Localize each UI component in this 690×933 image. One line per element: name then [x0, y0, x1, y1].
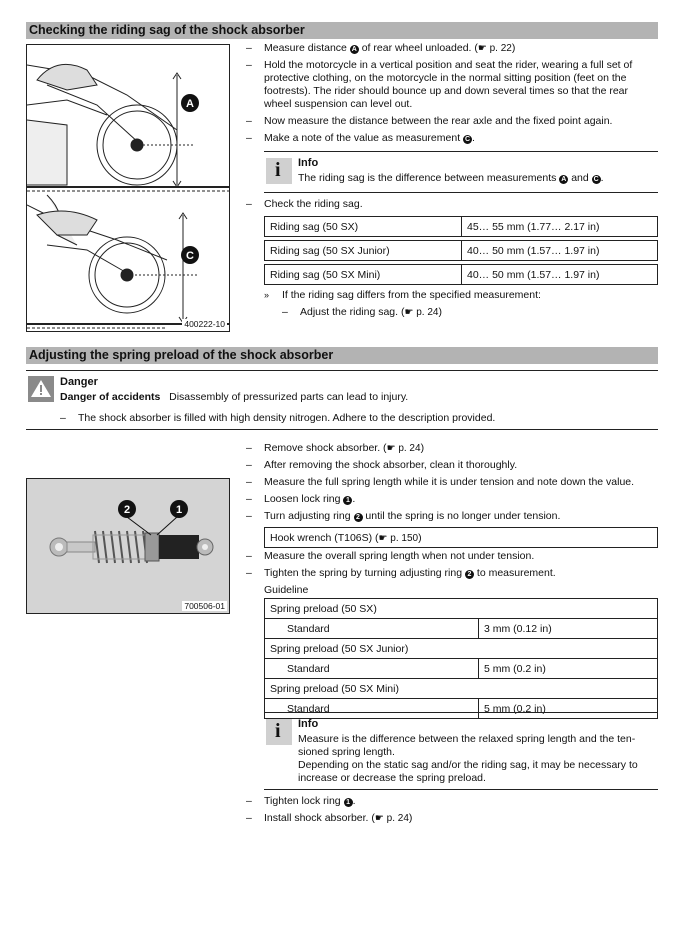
section-title-2: Adjusting the spring preload of the shock absorber [26, 347, 658, 364]
page-ref-link[interactable]: ☛ p. 150 [378, 532, 419, 544]
figure-code-2: 700506-01 [184, 601, 225, 611]
marker-1: 1 [343, 496, 352, 505]
table-row: Riding sag (50 SX Junior) 40… 50 mm (1.57… 1.97 in) [265, 241, 658, 261]
step-clean: – After removing the shock absorber, clean it thoroughly. [246, 459, 518, 471]
info-title: Info [298, 718, 319, 730]
step-measure-a: – Measure distance A of rear wheel unloaded. (☛ p. 22) [246, 42, 516, 54]
figure-code: 400222-10 [184, 319, 225, 329]
warning-icon [28, 376, 54, 402]
step-tighten-spring: – Tighten the spring by turning adjusting ring 2 to measurement. [246, 567, 556, 579]
tool-cell: Hook wrench (T106S) (☛ p. 150) [265, 528, 658, 548]
guideline-label: Guideline [264, 584, 309, 596]
action-adjust-sag: – Adjust the riding sag. (☛ p. 24) [282, 306, 442, 318]
table-row: Riding sag (50 SX) 45… 55 mm (1.77… 2.17 in) [265, 217, 658, 237]
marker-a: A [351, 46, 357, 53]
info-box-2 [264, 712, 658, 790]
step-seat-rider: – Hold the motorcycle in a vertical position and seat the rider, wearing a full set of protective clothing, on the motorcycle in the normal sitting position (feet on the footrests). The rider should bounce up and down several times so that the rear wheel suspension can level out. [246, 59, 633, 110]
info-box [264, 151, 658, 193]
marker-2: 2 [354, 513, 363, 522]
preload-steps-b [244, 550, 658, 584]
danger-title: Danger [60, 376, 98, 388]
danger-step: – The shock absorber is filled with high density nitrogen. Adhere to the description provided. [60, 412, 496, 424]
step-measure-full: – Measure the full spring length while it is under tension and note down the value. [246, 476, 635, 488]
step-install: – Install shock absorber. (☛ p. 24) [246, 812, 413, 824]
riding-sag-table [264, 216, 658, 237]
page-ref-link[interactable]: ☛ p. 24 [404, 307, 439, 318]
info-icon: i [266, 158, 292, 184]
riding-sag-steps [244, 42, 658, 149]
callout-2-label: 2 [123, 504, 131, 516]
preload-steps-a [244, 442, 658, 527]
info-text: The riding sag is the difference between measurements A and C . [298, 172, 604, 184]
callout-a-label: A [186, 98, 194, 110]
shock-absorber-photo [26, 478, 230, 614]
table-row: Riding sag (50 SX Mini) 40… 50 mm (1.57… 1.97 in) [265, 265, 658, 285]
step-measure-again: – Now measure the distance between the rear axle and the fixed point again. [246, 115, 613, 127]
step-remove: – Remove shock absorber. (☛ p. 24) [246, 442, 425, 454]
preload-table [264, 598, 658, 719]
danger-text: Danger of accidents Disassembly of pressurized parts can lead to injury. [60, 391, 409, 403]
step-note-c: – Make a note of the value as measurement C . [246, 132, 475, 144]
danger-box [26, 370, 658, 430]
table-row: Standard 5 mm (0.2 in) [265, 659, 658, 679]
table-row: Standard 3 mm (0.12 in) [265, 619, 658, 639]
condition: » If the riding sag differs from the specified measurement: – Adjust the riding sag. (☛ p. 24) [264, 289, 658, 319]
page-ref-link[interactable]: ☛ p. 22 [477, 43, 512, 54]
table-row: Spring preload (50 SX) [265, 599, 658, 619]
page-ref-link[interactable]: ☛ p. 24 [386, 443, 421, 454]
marker-c: C [465, 136, 471, 143]
page-ref-link[interactable]: ☛ p. 24 [374, 813, 409, 824]
section-title: Checking the riding sag of the shock absorber [26, 22, 658, 39]
preload-steps-c [244, 795, 658, 829]
table-row: Spring preload (50 SX Mini) [265, 679, 658, 699]
step-loosen: – Loosen lock ring 1 . [246, 493, 356, 505]
table-row: Standard 5 mm (0.2 in) [265, 699, 658, 719]
step-tighten-lock: – Tighten lock ring 1 . [246, 795, 356, 807]
check-step: – Check the riding sag. [246, 198, 363, 210]
motorcycle-illustration [27, 45, 229, 331]
riding-sag-table-junior [264, 240, 658, 261]
table-row [265, 528, 658, 548]
riding-sag-table-mini [264, 264, 658, 285]
info-text: Measure is the difference between the relaxed spring length and the ten-sioned spring length. Depending on the static sag and/or the riding sag, it may be necessary to increase or decrease the spring preload. [298, 733, 638, 784]
info-title: Info [298, 157, 319, 169]
callout-c-label: C [186, 250, 194, 262]
riding-sag-figure [26, 44, 230, 332]
step-turn: – Turn adjusting ring 2 until the spring is no longer under tension. [246, 510, 561, 522]
step-measure-overall: – Measure the overall spring length when not under tension. [246, 550, 535, 562]
tool-table [264, 527, 658, 548]
callout-1-label: 1 [175, 504, 183, 516]
shock-absorber-illustration [27, 479, 229, 613]
info-icon: i [266, 719, 292, 745]
table-row: Spring preload (50 SX Junior) [265, 639, 658, 659]
